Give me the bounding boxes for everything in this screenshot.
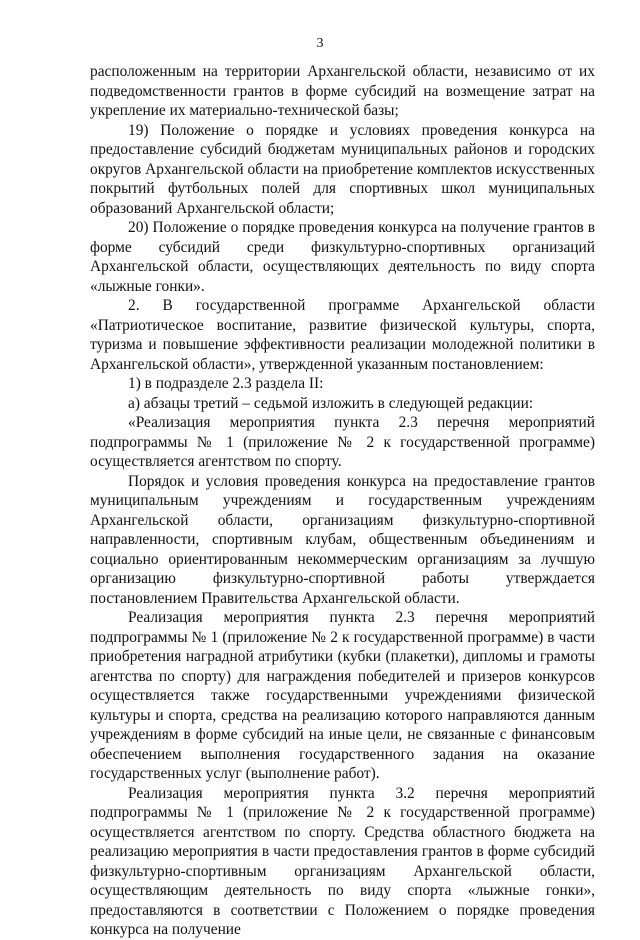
document-body — [90, 62, 595, 940]
paragraph-subsection-a: а) абзацы третий – седьмой изложить в следующей редакции: — [128, 394, 534, 412]
paragraph-procedure: Порядок и условия проведения конкурса на предоставление грантов муниципальным учреждениям и государственным учреждениям Архангельской области, организациям физкультурно-спортивной направленности, спортивным клубам, общественным объединениям и социально ориентированным некоммерческим организациям за лучшую организацию физкультурно-спортивной работы утверждается постановлением Правительства Архангельской области. — [90, 472, 595, 607]
paragraph-subsection-1: 1) в подразделе 2.3 раздела II: — [128, 375, 324, 392]
paragraph-item-3-2: Реализация мероприятия пункта 3.2 перечня мероприятий подпрограммы № 1 (приложение № 2 к государственной программе) осуществляется агентством по спорту. Средства областного бюджета на реализацию мероприятия в части предоставления грантов в форме субсидий физкультурно-спортивным организациям Архангельской области, осуществляющим деятельность по виду спорта «лыжные гонки», предоставляются в соответствии с Положением о порядке проведения конкурса на получение — [90, 784, 595, 938]
paragraph-quote-start: «Реализация мероприятия пункта 2.3 перечня мероприятий подпрограммы № 1 (приложение № 2 к государственной программе) осуществляется агентством по спорту. — [90, 414, 595, 470]
paragraph-item-19: 19) Положение о порядке и условиях проведения конкурса на предоставление субсидий бюджетам муниципальных районов и городских округов Архангельской области на приобретение комплектов искусственных покрытий футбольных полей для спортивных школ муниципальных образований Архангельской области; — [90, 121, 595, 217]
paragraph-section-2: 2. В государственной программе Архангельской области «Патриотическое воспитание, развитие физической культуры, спорта, туризма и повышение эффективности реализации молодежной политики в Архангельской области», утвержденной указанным постановлением: — [90, 297, 595, 373]
page-number: 3 — [316, 36, 324, 51]
paragraph-awards: Реализация мероприятия пункта 2.3 перечня мероприятий подпрограммы № 1 (приложение № 2 к государственной программе) в части приобретения наградной атрибутики (кубки (плакетки), дипломы и грамоты агентства по спорту) для награждения победителей и призеров конкурсов осуществляется также государственными учреждениями физической культуры и спорта, средства на реализацию которого направляются данным учреждениям в форме субсидий на иные цели, не связанные с финансовым обеспечением выполнения государственного задания на оказание государственных услуг (выполнение работ). — [90, 609, 595, 782]
paragraph-continuation: расположенным на территории Архангельской области, независимо от их подведомственности грантов в форме субсидий на возмещение затрат на укрепление их материально-технической базы; — [90, 63, 595, 119]
paragraph-item-20: 20) Положение о порядке проведения конкурса на получение грантов в форме субсидий среди физкультурно-спортивных организаций Архангельской области, осуществляющих деятельность по виду спорта «лыжные гонки». — [90, 219, 595, 295]
